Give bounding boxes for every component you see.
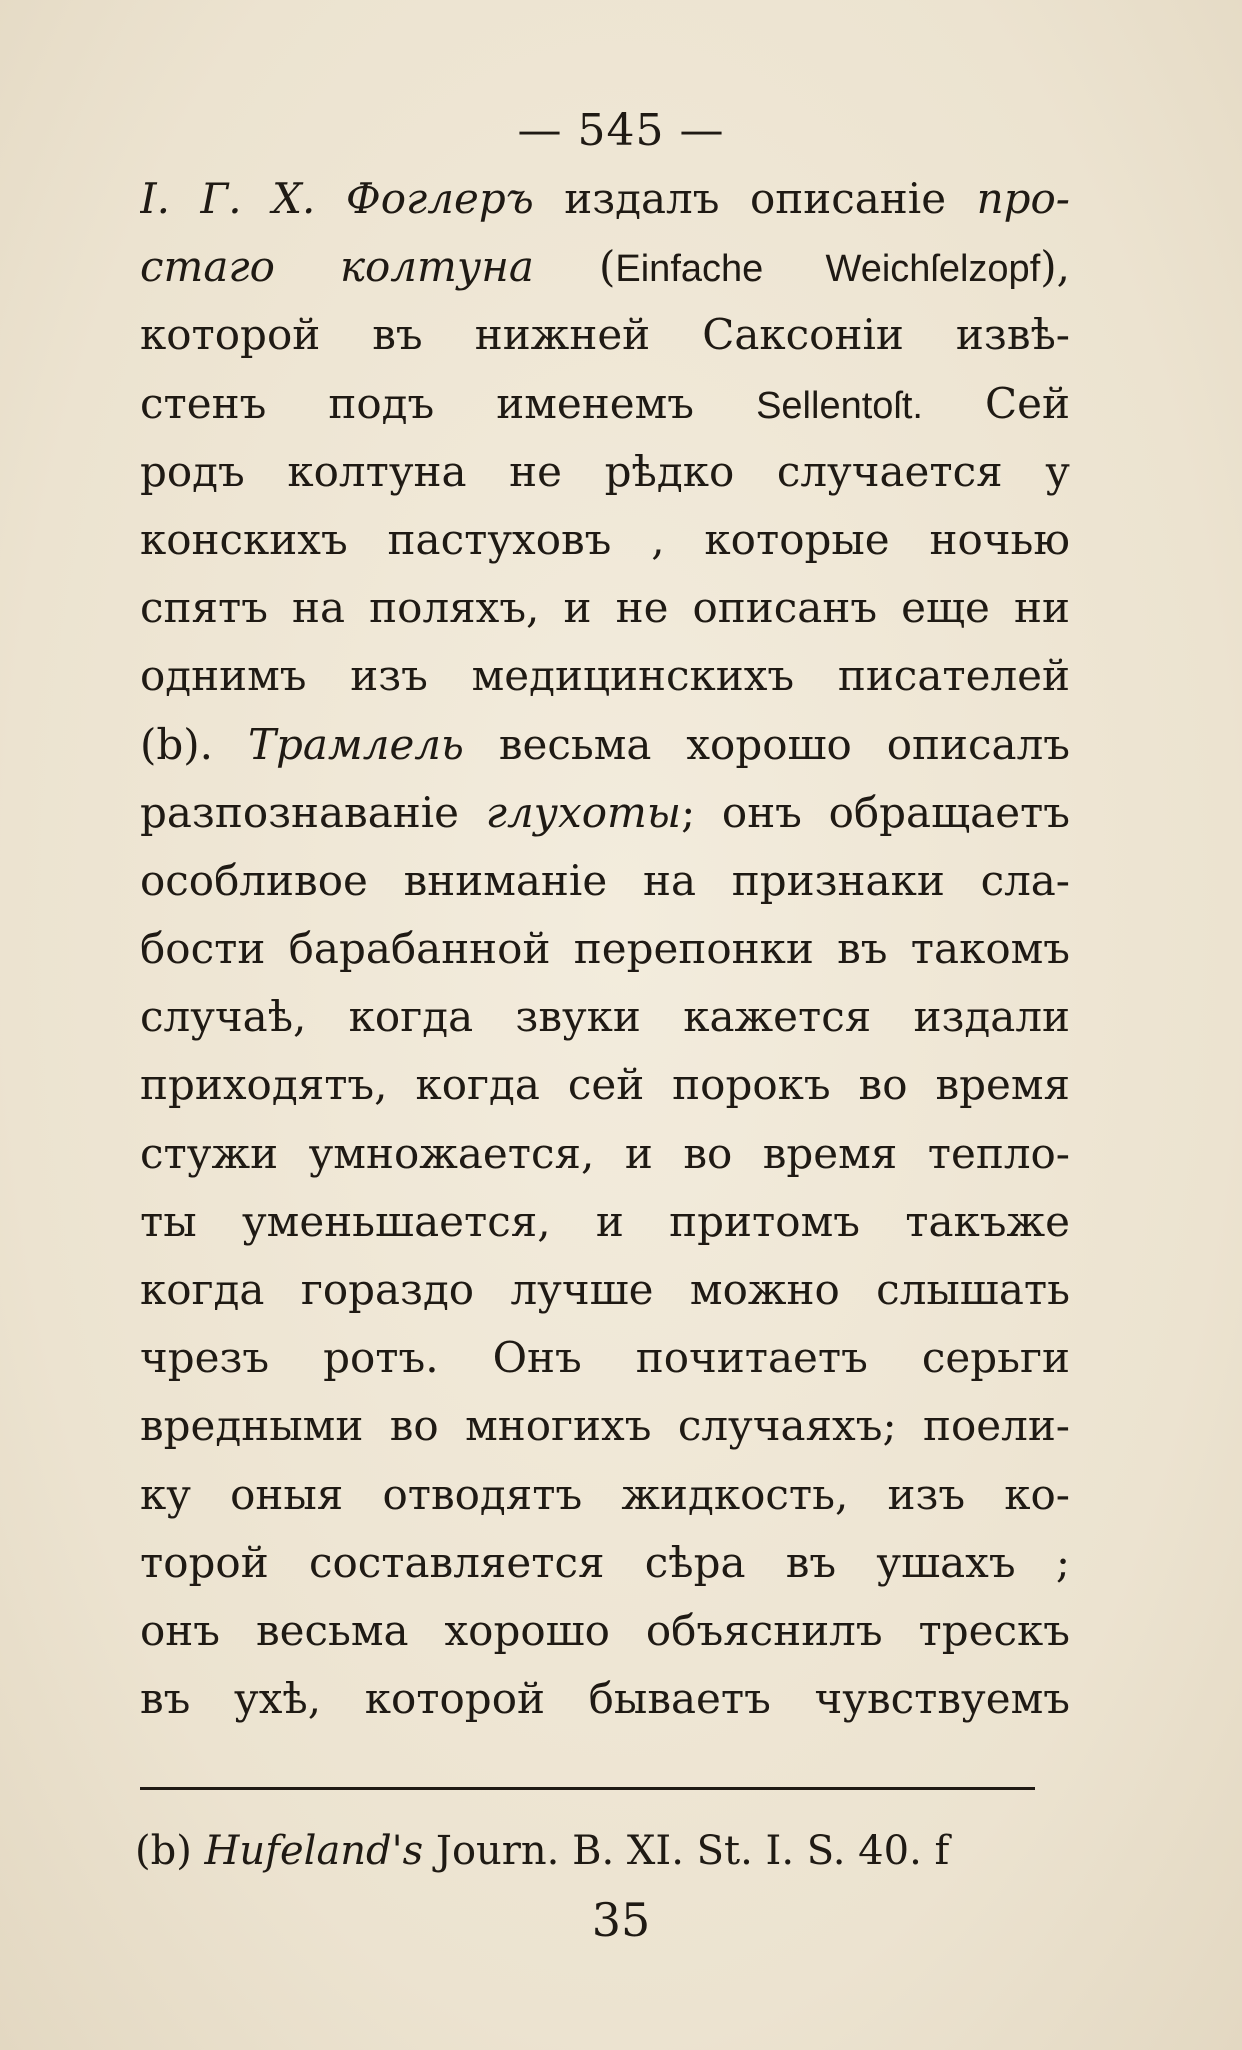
text-segment: спятъ на поляхъ, и не описанъ еще ни (140, 583, 1070, 633)
text-segment: однимъ изъ медицинскихъ писателей (140, 651, 1070, 701)
text-line (140, 233, 1070, 301)
signature-mark: 35 (591, 1893, 651, 1947)
text-segment: ; онъ обращаетъ (681, 787, 1070, 837)
text-segment: бости барабанной перепонки въ такомъ (140, 924, 1070, 974)
text-line (140, 642, 1070, 710)
text-segment: стаго колтуна (140, 242, 534, 292)
text-segment: глухоты (485, 787, 682, 837)
text-segment: стужи умножается, и во время тепло- (140, 1128, 1070, 1178)
text-line (140, 1529, 1070, 1597)
text-segment: случаѣ, когда звуки кажется издали (140, 992, 1070, 1042)
text-segment: разпознаваніе (140, 787, 486, 837)
text-segment: ( (533, 242, 616, 292)
text-line (140, 983, 1070, 1051)
text-segment: приходятъ, когда сей порокъ во время (140, 1060, 1070, 1110)
text-line (140, 1665, 1070, 1733)
text-line (140, 301, 1070, 369)
text-segment: ты уменьшается, и притомъ такъже (140, 1196, 1070, 1246)
text-segment: вредными во многихъ случаяхъ; поели- (140, 1401, 1070, 1451)
text-segment: когда гораздо лучше можно слышать (140, 1265, 1070, 1314)
text-segment: стенъ подъ именемъ (140, 378, 757, 428)
text-line (140, 847, 1070, 915)
footnote-mark: (b) (135, 1828, 205, 1874)
body-text (140, 165, 1070, 1733)
text-line (140, 915, 1070, 983)
text-line (140, 370, 1070, 438)
text-segment: Sellentoſt. (756, 384, 923, 427)
footnote-reference: Journ. B. XI. St. I. S. 40. f (423, 1828, 950, 1874)
footnote-divider (140, 1787, 1035, 1790)
text-line (140, 1256, 1070, 1324)
text-segment: весьма хорошо описалъ (463, 719, 1070, 769)
text-segment: Сей (922, 378, 1070, 428)
text-segment: которой въ нижней Саксоніи извѣ- (140, 310, 1070, 360)
text-line (140, 1188, 1070, 1256)
text-segment: издалъ описаніе (533, 174, 977, 223)
footnote (135, 1823, 1055, 1879)
text-line (140, 1051, 1070, 1119)
text-segment: онъ весьма хорошо объяснилъ трескъ (140, 1605, 1070, 1655)
text-line (140, 1392, 1070, 1460)
text-line (140, 711, 1070, 779)
text-line (140, 574, 1070, 642)
text-segment: (b). (140, 719, 248, 769)
text-line (140, 1324, 1070, 1392)
text-segment: Einfache Weichſelzopf (615, 248, 1041, 291)
text-line (140, 438, 1070, 506)
text-line (140, 1597, 1070, 1665)
footnote-author: Hufeland's (204, 1828, 424, 1874)
text-line (140, 1461, 1070, 1529)
text-segment: ку оныя отводятъ жидкость, изъ ко- (140, 1469, 1070, 1519)
text-segment: торой составляется сѣра въ ушахъ ; (140, 1537, 1070, 1587)
text-segment: про- (976, 174, 1070, 223)
text-line (140, 779, 1070, 847)
text-segment: ), (1040, 242, 1070, 292)
text-segment: особливое вниманіе на признаки сла- (140, 855, 1070, 905)
text-segment: Трамлель (247, 719, 464, 769)
text-segment: I. Г. Х. Фоглеръ (140, 174, 534, 223)
text-line (140, 165, 1070, 233)
text-segment: въ ухѣ, которой бываетъ чувствуемъ (140, 1674, 1070, 1724)
text-segment: чрезъ ротъ. Онъ почитаетъ серьги (140, 1333, 1070, 1383)
page-number: — 545 — (517, 105, 725, 156)
text-segment: родъ колтуна не рѣдко случается у (140, 446, 1070, 496)
text-segment: конскихъ пастуховъ , которые ночью (140, 514, 1070, 564)
text-line (140, 506, 1070, 574)
text-line (140, 1120, 1070, 1188)
